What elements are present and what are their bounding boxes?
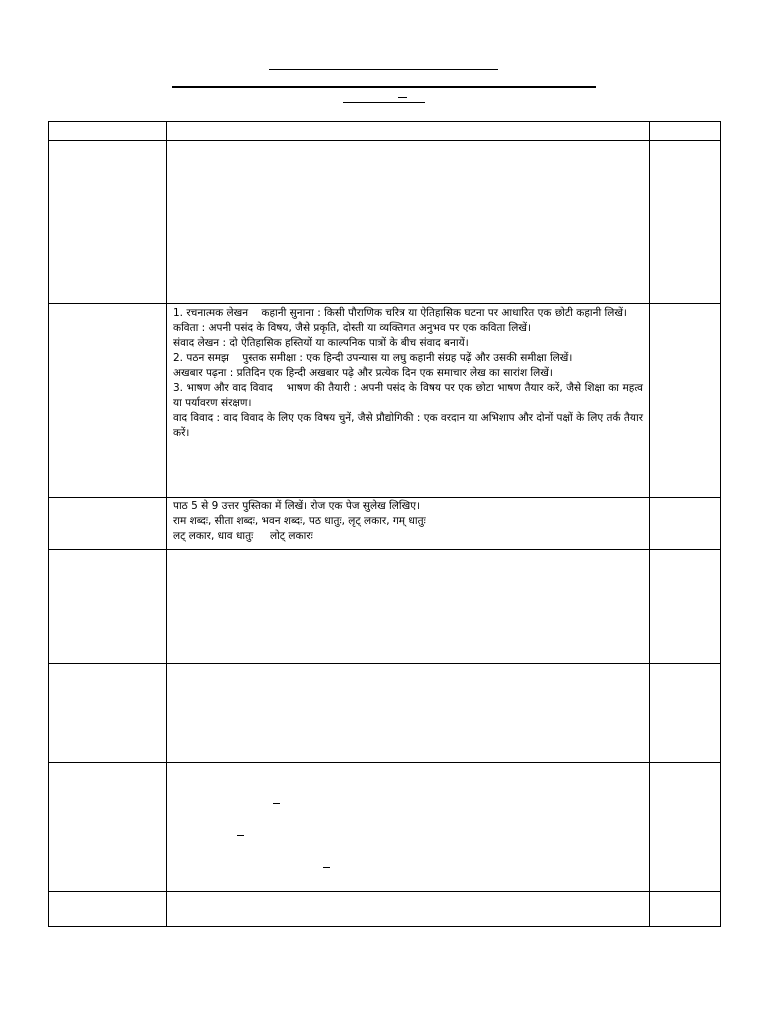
table-row <box>49 664 721 763</box>
dash-mark <box>237 835 244 836</box>
work-cell <box>167 664 650 763</box>
subject-cell <box>49 304 167 498</box>
table-row-sanskrit <box>49 498 721 550</box>
subject-cell <box>49 550 167 664</box>
work-cell <box>167 550 650 664</box>
sanskrit-line-2: राम शब्दः, सीता शब्दः, भवन शब्दः, पठ धातुः, लृट् लकार, गम् धातुः <box>173 515 426 527</box>
subject-cell <box>49 763 167 892</box>
remarks-cell <box>650 498 721 550</box>
title-dash <box>398 97 407 98</box>
activity-3: 3. भाषण और वाद विवाद भाषण की तैयारी : अपनी पसंद के विषय पर एक छोटा भाषण तैयार करें, जैसे शिक्षा का महत्व या पर्यावरण संरक्षण। <box>173 382 643 409</box>
remarks-cell <box>650 141 721 304</box>
sanskrit-line-1: पाठ 5 से 9 उत्तर पुस्तिका में लिखें। रोज एक पेज सुलेख लिखिए। <box>173 500 420 512</box>
work-cell-sanskrit <box>167 498 650 550</box>
table-row <box>49 550 721 664</box>
title-rule-1 <box>269 69 498 70</box>
table-row <box>49 763 721 892</box>
dash-mark <box>273 803 280 804</box>
subject-cell <box>49 664 167 763</box>
table-row <box>49 892 721 927</box>
remarks-cell <box>650 664 721 763</box>
table-row-hindi <box>49 304 721 498</box>
remarks-cell <box>650 304 721 498</box>
subject-cell <box>49 498 167 550</box>
activity-2: 2. पठन समझ पुस्तक समीक्षा : एक हिन्दी उपन्यास या लघु कहानी संग्रह पढ़ें और उसकी समीक्षा लिखें। <box>173 352 573 364</box>
activity-3b: वाद विवाद : वाद विवाद के लिए एक विषय चुनें, जैसे प्रौद्योगिकी : एक वरदान या अभिशाप और दोनों पक्षों के लिए तर्क तैयार करें। <box>173 412 643 439</box>
table-header-row <box>49 122 721 141</box>
activity-1c: संवाद लेखन : दो ऐतिहासिक हस्तियों या काल्पनिक पात्रों के बीच संवाद बनायें। <box>173 337 469 349</box>
work-cell <box>167 892 650 927</box>
title-rule-3 <box>343 102 425 103</box>
activity-1: 1. रचनात्मक लेखन कहानी सुनाना : किसी पौराणिक चरित्र या ऐतिहासिक घटना पर आधारित एक छोटी कहानी लिखें। <box>173 307 627 319</box>
remarks-cell <box>650 892 721 927</box>
dash-mark <box>323 867 330 868</box>
header-cell-remarks <box>650 122 721 141</box>
work-cell-hindi <box>167 304 650 498</box>
table-row <box>49 141 721 304</box>
activity-2b: अखबार पढ़ना : प्रतिदिन एक हिन्दी अखबार पढ़े और प्रत्येक दिन एक समाचार लेख का सारांश लिखें। <box>173 367 553 379</box>
remarks-cell <box>650 550 721 664</box>
remarks-cell <box>650 763 721 892</box>
title-rule-2 <box>172 86 596 88</box>
header-cell-work <box>167 122 650 141</box>
holiday-homework-table <box>48 121 721 927</box>
subject-cell <box>49 892 167 927</box>
subject-cell <box>49 141 167 304</box>
work-cell <box>167 763 650 892</box>
header-cell-subject <box>49 122 167 141</box>
sanskrit-line-3: लट् लकार, धाव धातुः लोट् लकारः <box>173 530 313 542</box>
work-cell <box>167 141 650 304</box>
activity-1b: कविता : अपनी पसंद के विषय, जैसे प्रकृति, दोस्ती या व्यक्तिगत अनुभव पर एक कविता लिखें। <box>173 322 531 334</box>
